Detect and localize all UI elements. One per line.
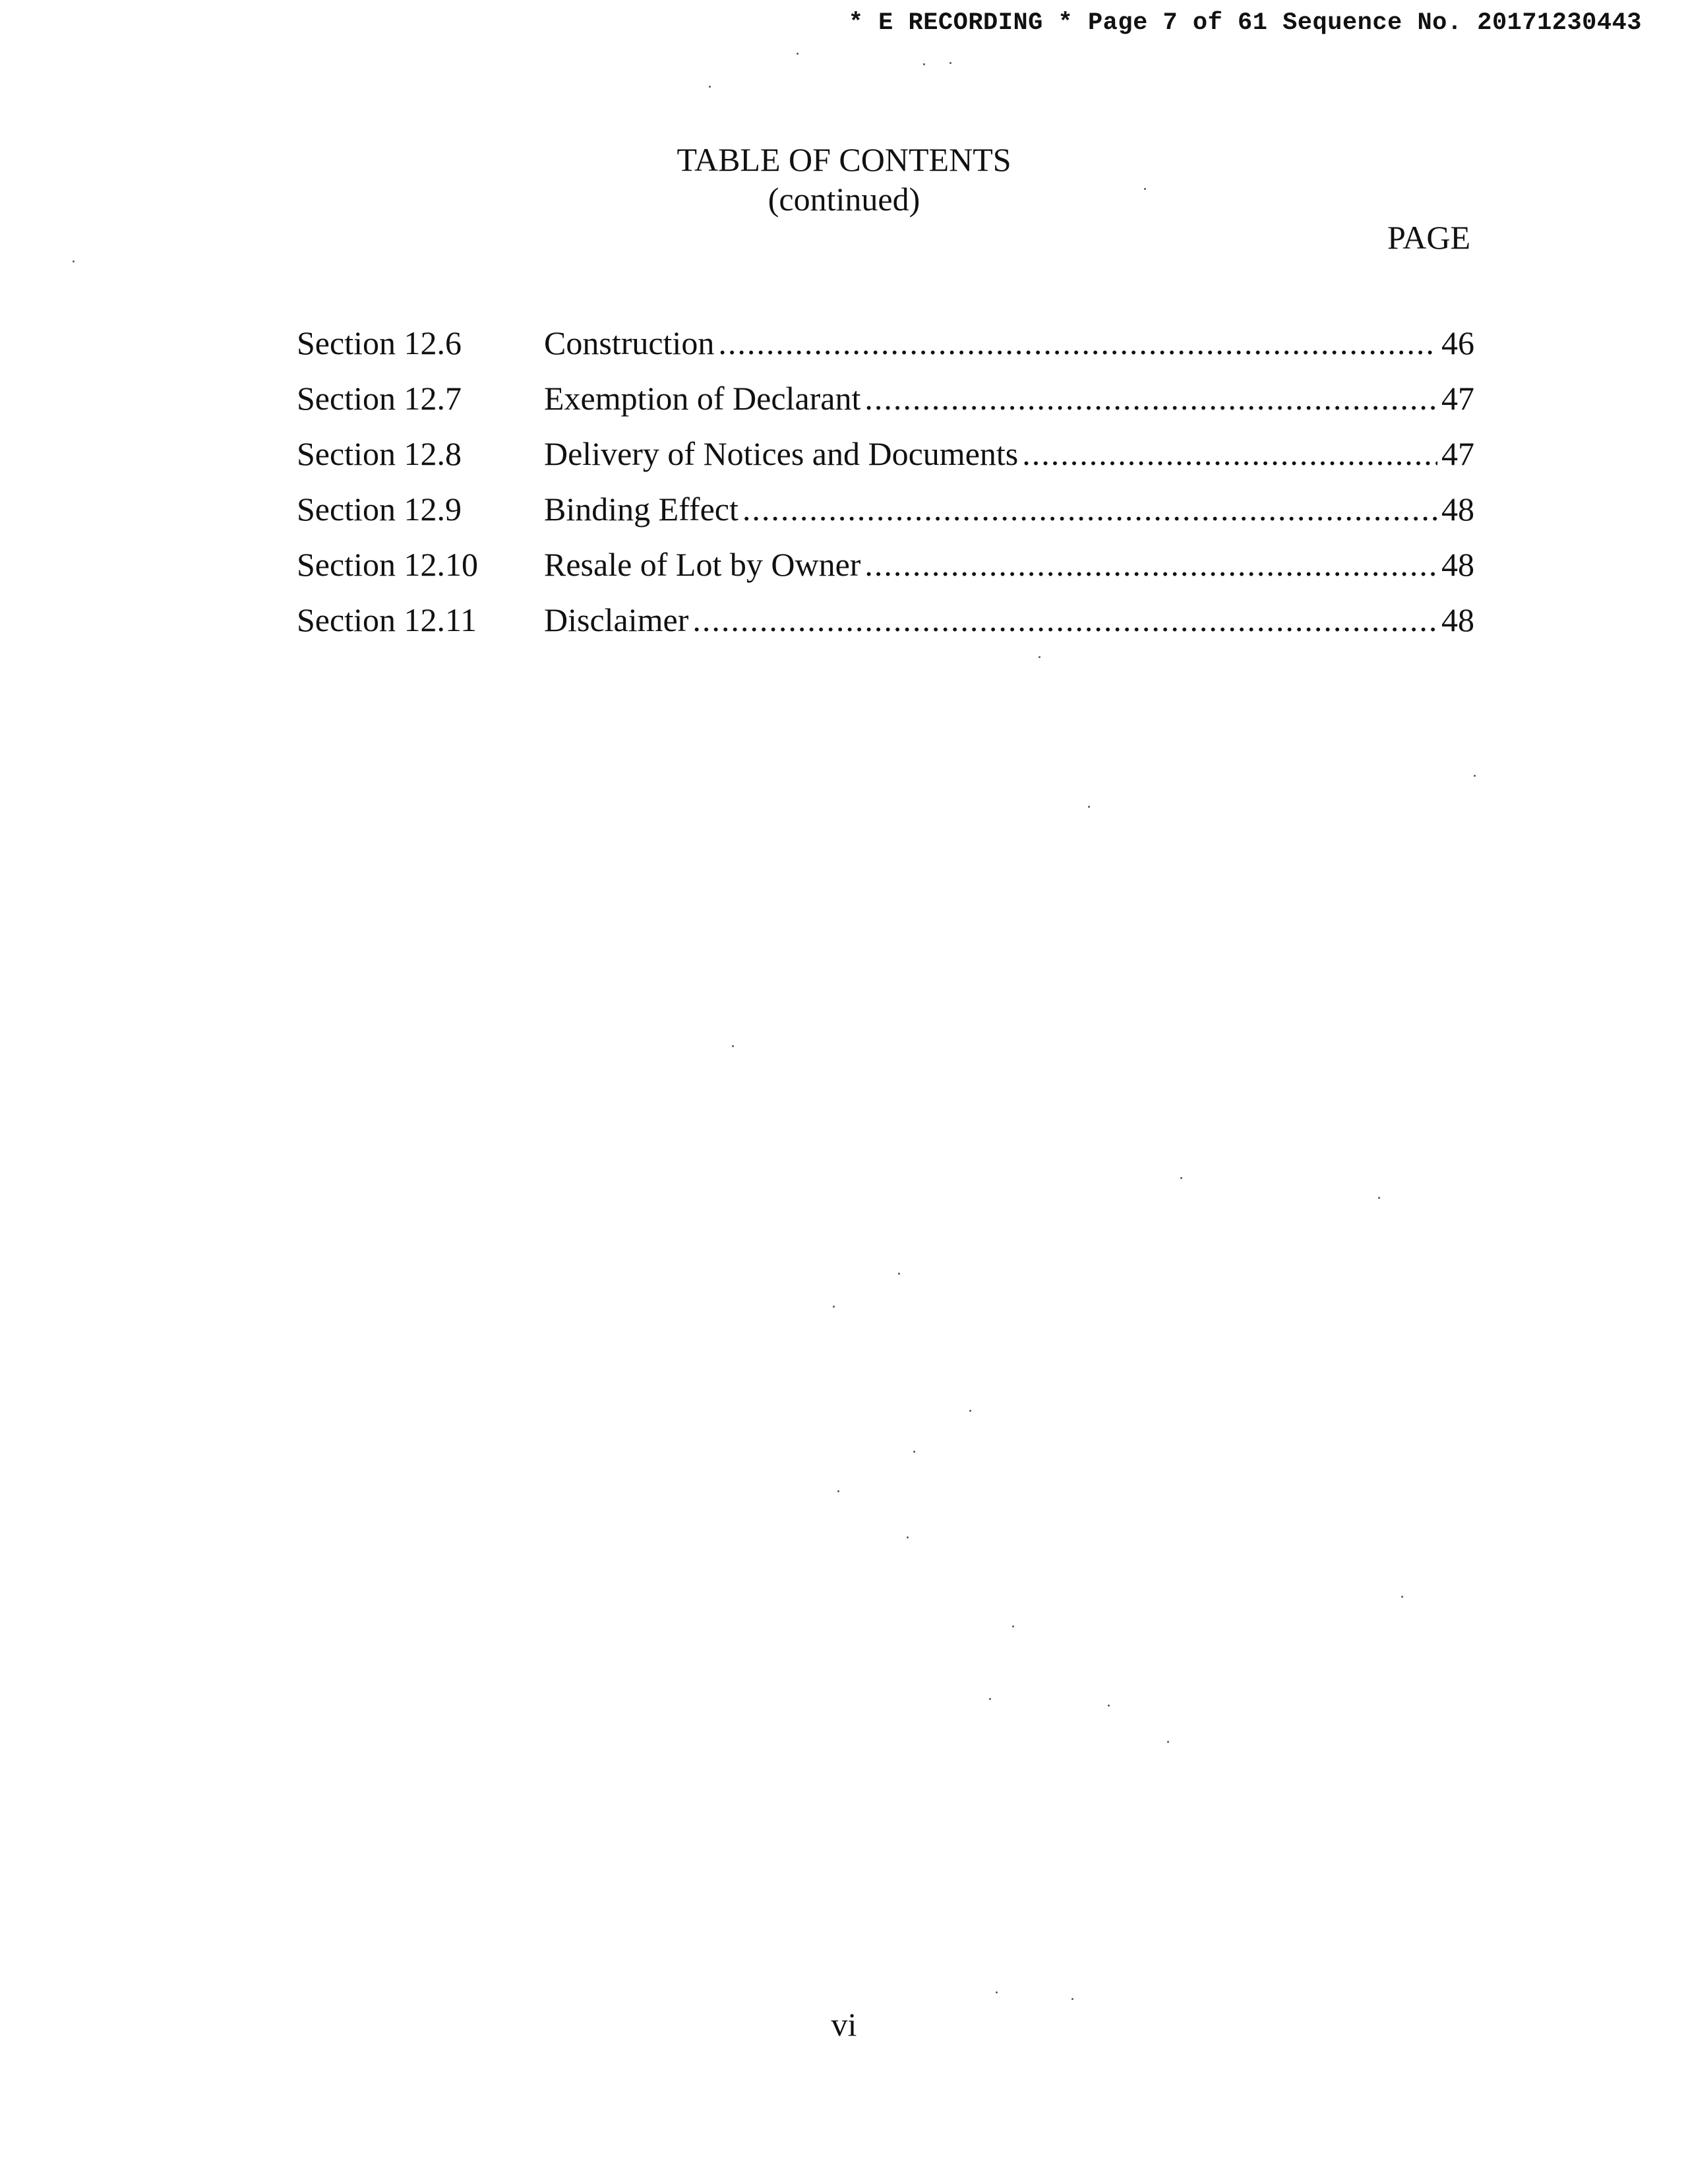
toc-title: TABLE OF CONTENTS — [677, 141, 1011, 178]
page-number: vi — [831, 2006, 857, 2043]
dot-leader — [864, 545, 1437, 584]
toc-entry — [544, 434, 1474, 473]
scan-speck — [73, 260, 75, 262]
toc-page-number: 47 — [1441, 435, 1474, 472]
scan-speck — [1401, 1596, 1403, 1598]
toc-entry — [544, 489, 1474, 529]
page-column-label: PAGE — [1387, 219, 1470, 256]
toc-heading: Construction — [544, 324, 715, 361]
toc-subtitle: (continued) — [768, 181, 920, 218]
toc-entry — [544, 600, 1474, 640]
toc-page-number: 48 — [1441, 601, 1474, 638]
scan-speck — [913, 1451, 915, 1453]
scan-speck — [1474, 775, 1476, 777]
toc-row — [297, 323, 1474, 379]
scan-speck — [969, 1410, 971, 1412]
scan-speck — [1088, 806, 1090, 808]
toc-entry — [544, 323, 1474, 363]
scan-speck — [996, 1991, 998, 1993]
recording-stamp: * E RECORDING * Page 7 of 61 Sequence No. 20171230443 — [848, 9, 1642, 37]
toc-page-number: 46 — [1441, 324, 1474, 361]
scan-speck — [709, 86, 711, 88]
scan-speck — [923, 63, 925, 65]
dot-leader — [718, 323, 1437, 363]
toc-row — [297, 434, 1474, 489]
toc-heading: Binding Effect — [544, 491, 738, 528]
scan-speck — [1167, 1741, 1169, 1743]
toc-section-number: Section 12.10 — [297, 546, 478, 583]
toc-heading: Exemption of Declarant — [544, 380, 861, 417]
scan-speck — [989, 1698, 991, 1700]
toc-section-number: Section 12.6 — [297, 324, 462, 361]
toc-page-number: 48 — [1441, 491, 1474, 528]
toc-page-number: 48 — [1441, 546, 1474, 583]
toc-heading: Resale of Lot by Owner — [544, 546, 861, 583]
toc-heading: Delivery of Notices and Documents — [544, 435, 1019, 472]
toc-row — [297, 600, 1474, 655]
scan-speck — [732, 1045, 734, 1047]
scan-speck — [797, 53, 799, 55]
toc-row — [297, 489, 1474, 545]
scan-speck — [1378, 1197, 1380, 1199]
toc-entry — [544, 545, 1474, 584]
dot-leader — [864, 379, 1437, 418]
scan-speck — [1039, 656, 1040, 658]
toc-page-number: 47 — [1441, 380, 1474, 417]
toc-section-number: Section 12.11 — [297, 601, 477, 638]
toc-entry — [544, 379, 1474, 418]
toc-section-number: Section 12.7 — [297, 380, 462, 417]
scan-speck — [833, 1306, 835, 1308]
scan-speck — [1071, 1998, 1073, 2000]
scan-speck — [907, 1536, 909, 1538]
dot-leader — [1022, 434, 1437, 473]
scan-speck — [1144, 188, 1146, 190]
toc-heading: Disclaimer — [544, 601, 689, 638]
scan-speck — [1012, 1625, 1014, 1627]
toc-row — [297, 379, 1474, 434]
dot-leader — [692, 600, 1437, 640]
toc-row — [297, 545, 1474, 600]
dot-leader — [742, 489, 1437, 529]
scan-speck — [837, 1490, 839, 1492]
scan-speck — [950, 62, 951, 64]
toc-section-number: Section 12.9 — [297, 491, 462, 528]
scan-speck — [898, 1273, 900, 1275]
scan-speck — [1108, 1705, 1110, 1707]
toc-list — [297, 323, 1474, 655]
toc-section-number: Section 12.8 — [297, 435, 462, 472]
scan-speck — [1180, 1177, 1182, 1179]
